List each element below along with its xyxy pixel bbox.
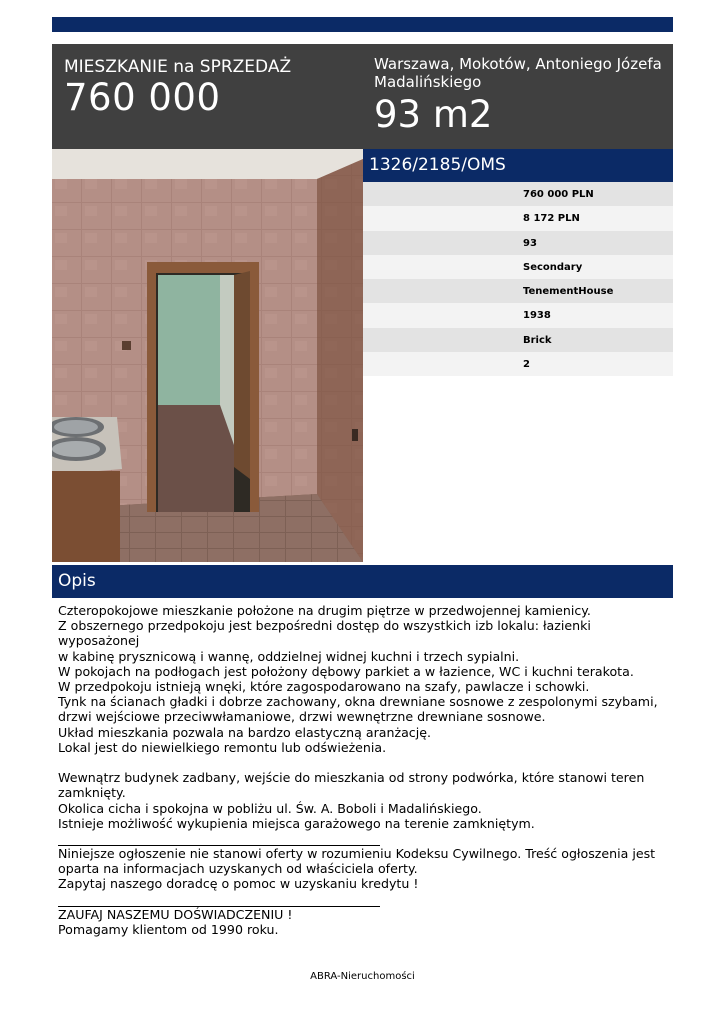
area: 93 m2	[374, 93, 493, 136]
table-row	[363, 182, 673, 206]
table-row	[363, 255, 673, 279]
property-value: 2	[523, 359, 530, 371]
property-details-table	[363, 182, 673, 376]
footer-agency: ABRA-Nieruchomości	[310, 971, 415, 982]
disclaimer-line: Zapytaj naszego doradcę o pomoc w uzyskaniu kredytu !	[58, 876, 419, 892]
divider	[58, 892, 380, 907]
description-line: Tynk na ścianach gładki i dobrze zachowany, okna drewniane sosnowe z zespolonymi szybami,	[58, 694, 658, 710]
closing-line: ZAUFAJ NASZEMU DOŚWIADCZENIU !	[58, 906, 293, 922]
property-value: 93	[523, 237, 537, 249]
description-header	[52, 565, 673, 598]
divider	[58, 831, 380, 846]
blank-line	[58, 755, 670, 770]
description-line: zamknięty.	[58, 785, 126, 801]
table-row	[363, 352, 673, 376]
property-value: 8 172 PLN	[523, 213, 580, 225]
property-value: 760 000 PLN	[523, 189, 594, 200]
offer-type: MIESZKANIE na SPRZEDAŻ	[64, 57, 292, 77]
table-row	[363, 231, 673, 255]
description-line: Z obszernego przedpokoju jest bezpośredni dostęp do wszystkich izb lokalu: łazienki wyposażonej	[58, 618, 591, 649]
description-line: W przedpokoju istnieją wnęki, które zagospodarowano na szafy, pawlacze i schowki.	[58, 679, 590, 695]
property-value: Brick	[523, 334, 552, 346]
description-line: Istnieje możliwość wykupienia miejsca garażowego na terenie zamkniętym.	[58, 815, 535, 831]
table-row	[363, 303, 673, 327]
description-title: Opis	[58, 571, 96, 591]
table-row	[363, 279, 673, 303]
disclaimer-line: Niniejsze ogłoszenie nie stanowi oferty w rozumieniu Kodeksu Cywilnego. Treść ogłoszenia jest	[58, 846, 656, 862]
property-value: 1938	[523, 310, 551, 322]
reference-bar	[363, 149, 673, 182]
description-line: Lokal jest do niewielkiego remontu lub odświeżenia.	[58, 739, 387, 755]
description-line: Czteropokojowe mieszkanie położone na drugim piętrze w przedwojennej kamienicy.	[58, 603, 591, 618]
description-line: W pokojach na podłogach jest położony dębowy parkiet a w łazience, WC i kuchni terakota.	[58, 663, 634, 679]
price: 760 000	[64, 76, 221, 119]
description-line: Układ mieszkania pozwala na bardzo elastyczną aranżację.	[58, 724, 431, 740]
property-value: Secondary	[523, 261, 583, 273]
table-row	[363, 328, 673, 352]
disclaimer-line: oparta na informacjach uzyskanych od właściciela oferty.	[58, 861, 418, 877]
closing-line: Pomagamy klientom od 1990 roku.	[58, 921, 279, 937]
table-row	[363, 206, 673, 230]
description-line: Okolica cicha i spokojna w pobliżu ul. Św. A. Boboli i Madalińskiego.	[58, 800, 482, 816]
listing-header	[52, 44, 673, 149]
description-line: Wewnątrz budynek zadbany, wejście do mieszkania od strony podwórka, które stanowi teren	[58, 770, 645, 786]
property-photo	[52, 149, 363, 562]
description-body	[58, 603, 670, 937]
description-line: w kabinę prysznicową i wannę, oddzielnej widnej kuchni i trzech sypialni.	[58, 648, 520, 664]
top-accent-bar	[52, 17, 673, 32]
property-value: TenementHouse	[523, 286, 614, 298]
address: Warszawa, Mokotów, Antoniego Józefa Madalińskiego	[374, 55, 662, 91]
description-line: drzwi wejściowe przeciwwłamaniowe, drzwi wewnętrzne drewniane sosnowe.	[58, 709, 546, 725]
reference-number: 1326/2185/OMS	[369, 155, 506, 175]
